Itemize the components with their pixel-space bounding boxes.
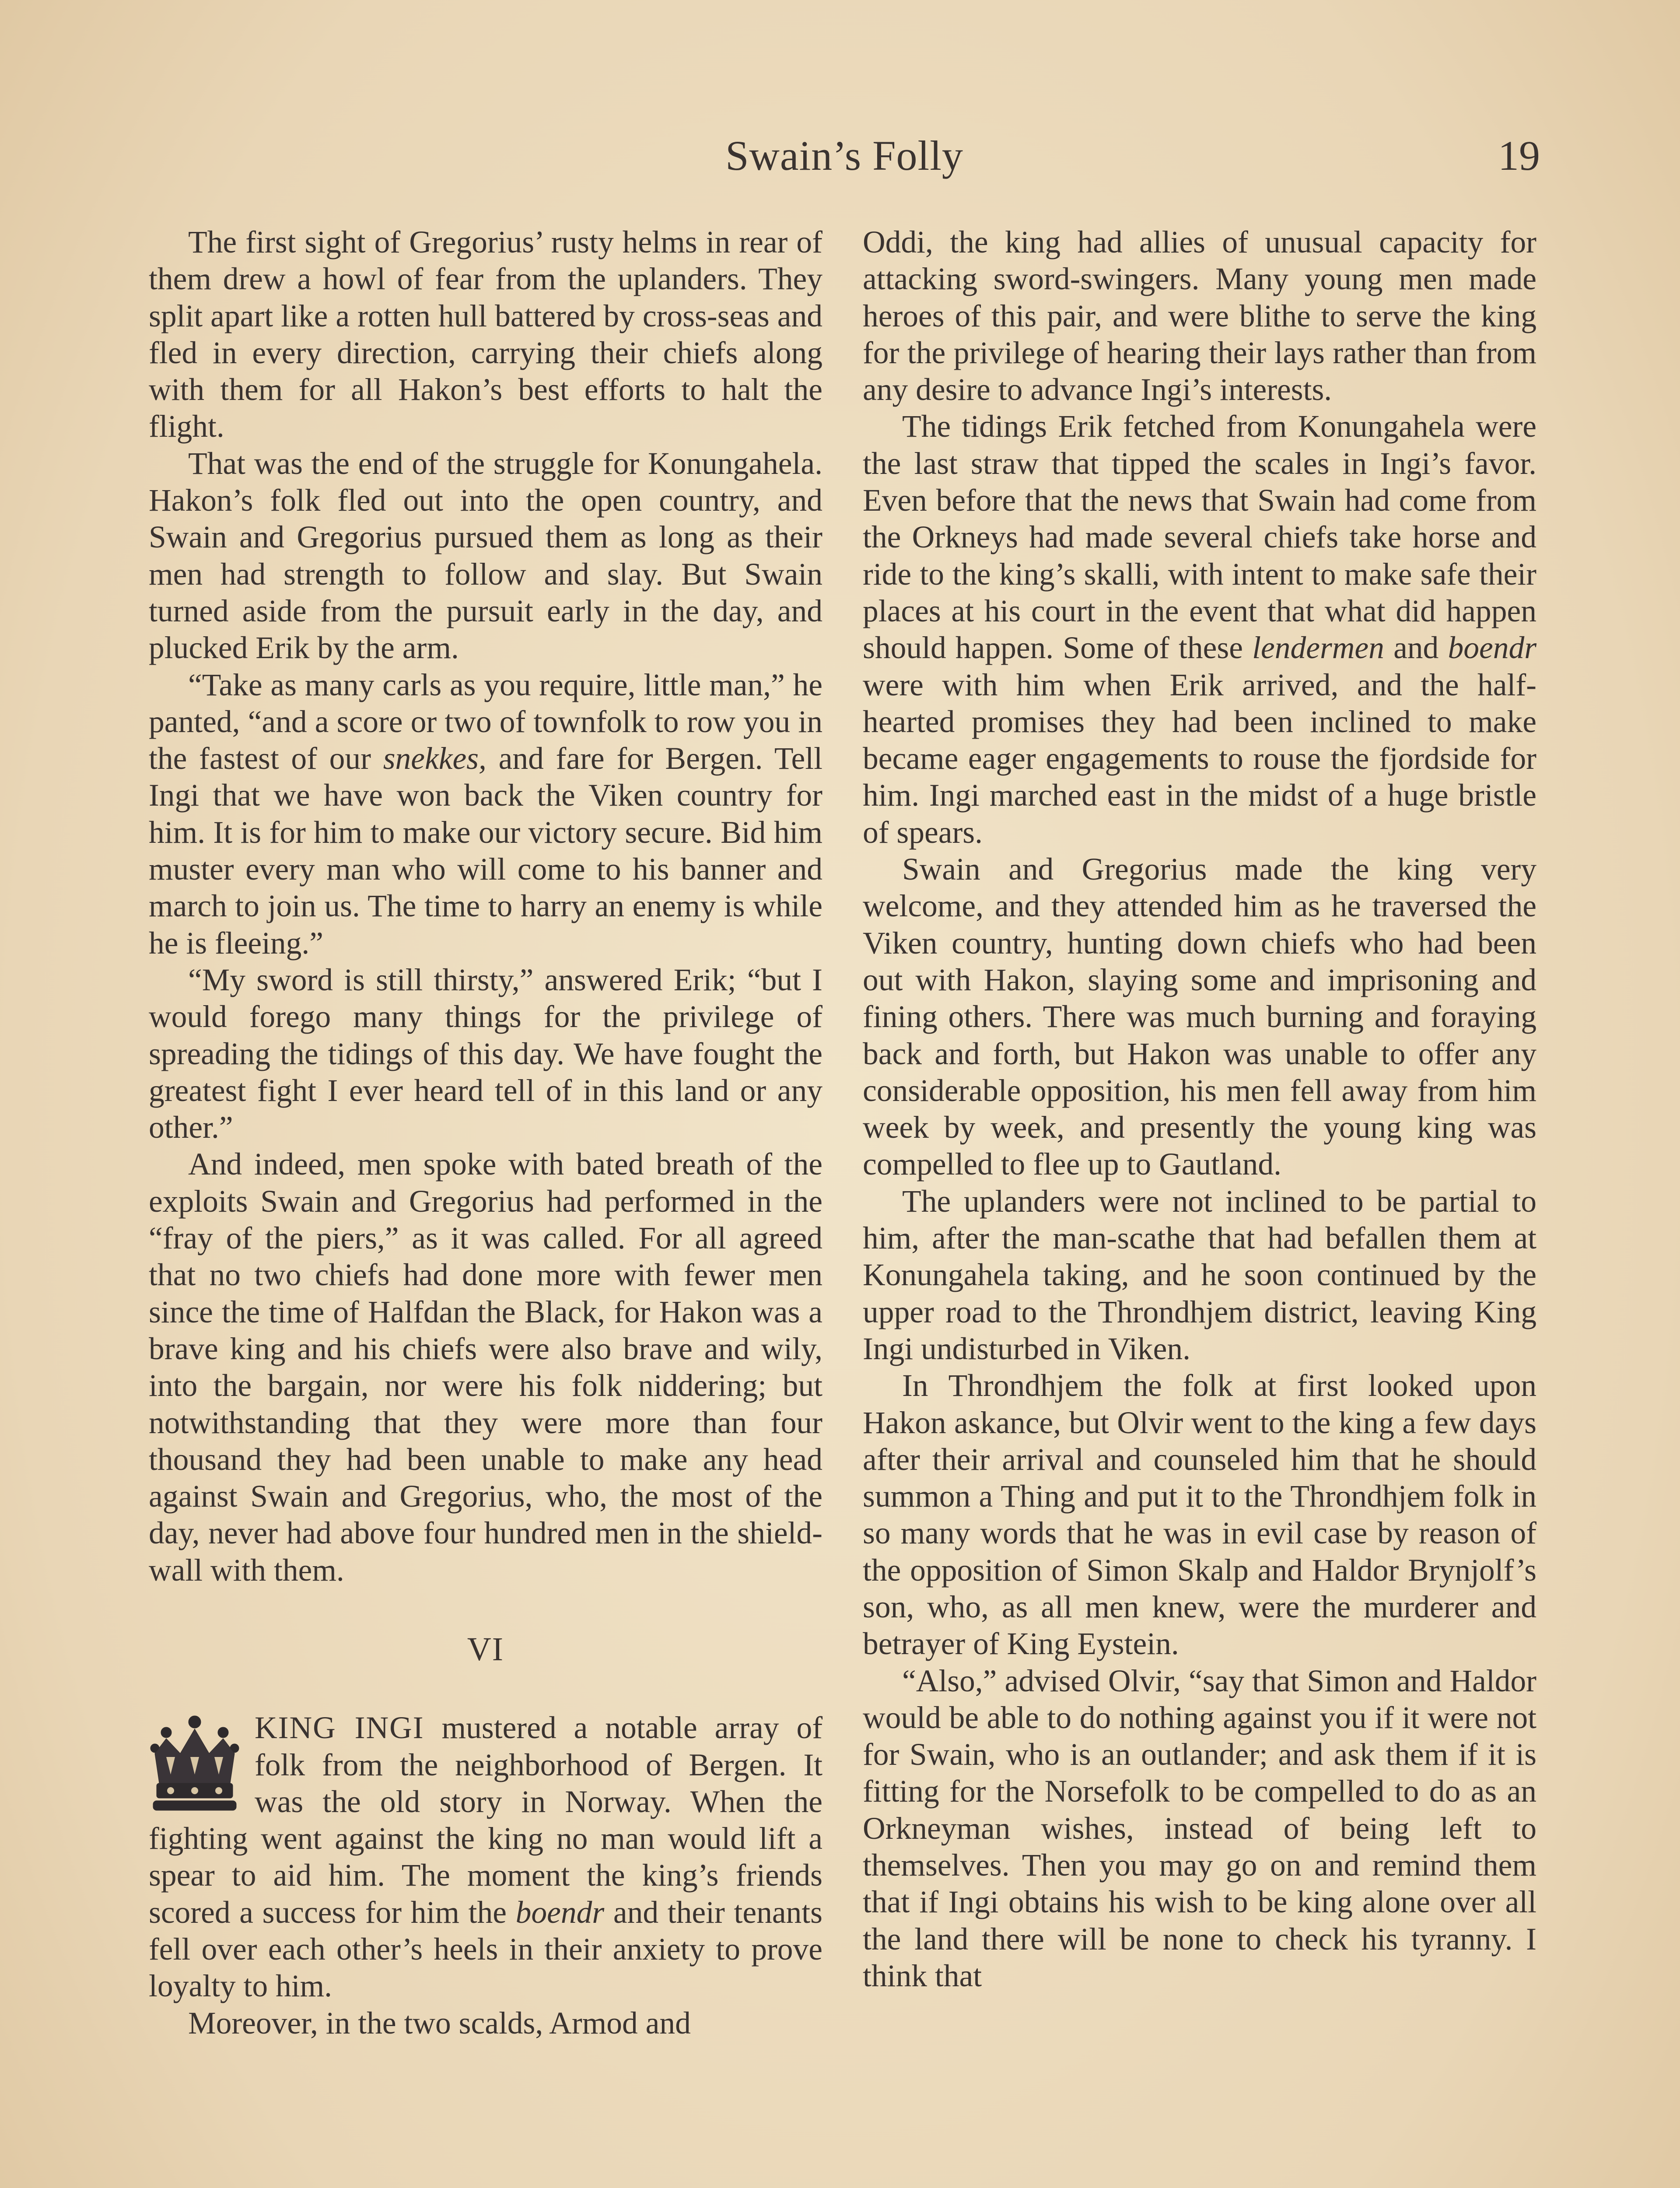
crown-icon — [149, 1713, 241, 1815]
paragraph: Oddi, the king had allies of unusual capacity for attacking sword-swingers. Many young men made heroes of this pair, and were blithe to serve the king for the privilege of hearing their lays rather than from any desire to advance Ingi’s interests. — [863, 225, 1536, 407]
italic-term: boendr — [1448, 631, 1537, 666]
section-heading: VI — [467, 1630, 504, 1668]
paragraph: Swain and Gregorius made the king very welcome, and they attended him as he traversed the Viken country, hunting down chiefs who had been out with Hakon, slaying some and imprisoning and fining others. There was much burning and foraying back and forth, but Hakon was unable to offer any considerable opposition, his men fell away from him week by week, and presently the young king was compelled to flee up to Gautland. — [863, 852, 1536, 1182]
paragraph: And indeed, men spoke with bated breath of the exploits Swain and Gregorius had performed in the “fray of the piers,” as it was called. For all agreed that no two chiefs had done more with fewer men since the time of Halfdan the Black, for Hakon was a brave king and his chiefs were also brave and wily, into the bargain, nor were his folk niddering; but notwithstanding that they were more than four thousand they had been unable to make any head against Swain and Gregorius, who, the most of the day, never had above four hundred men in the shield-wall with them. — [149, 1147, 822, 1588]
opening-caps: KING INGI — [255, 1711, 424, 1746]
paragraph-text: and their tenants fell over each other’s heels in their anxiety to prove loyalty to him. — [149, 1895, 822, 2004]
italic-term: lendermen — [1252, 631, 1384, 666]
paragraph: “My sword is still thirsty,” answered Erik; “but I would forego many things for the privilege of spreading the tidings of this day. We have fought the greatest fight I ever heard tell of in this land or any other.” — [149, 962, 822, 1145]
paragraph-text: and fare for Bergen. Tell Ingi that we have won back the Viken country for him. It is for him to make our victory secure. Bid him muster every man who will come to his banner and march to join us. The time to harry an enemy is while he is fleeing.” — [149, 741, 823, 961]
paragraph-text: “Take as many carls as you require, little man,” he panted, “and a score or two of townfolk to row you in the fastest of our — [149, 667, 822, 776]
paragraph: That was the end of the struggle for Konungahela. Hakon’s folk fled out into the open country, and Swain and Gregorius pursued them as long as their men had strength to follow and slay. But Swain turned aside from the pursuit early in the day, and plucked Erik by the arm. — [149, 446, 822, 666]
paragraph: Moreover, in the two scalds, Armod and — [188, 2006, 691, 2041]
right-column — [863, 224, 1536, 1995]
chapter-opening — [149, 1710, 822, 2005]
paragraph: The uplanders were not inclined to be partial to him, after the man-scathe that had befallen them at Konungahela taking, and he soon continued by the upper road to the Throndhjem district, leaving King Ingi undisturbed in Viken. — [863, 1184, 1536, 1366]
page-header — [149, 131, 1540, 188]
paragraph: In Throndhjem the folk at first looked upon Hakon askance, but Olvir went to the king a few days after their arrival and counseled him that he should summon a Thing and put it to the Throndhjem folk in so many words that he was in evil case by reason of the opposition of Simon Skalp and Haldor Brynjolf’s son, who, as all men knew, were the murderer and betrayer of King Eystein. — [863, 1368, 1536, 1662]
paragraph-text: mustered a notable array of folk from the neighborhood of Bergen. It was the old story in Norway. When the fighting went against the king no man would lift a spear to aid him. The moment the king’s friends scored a success for him the — [149, 1711, 822, 1930]
italic-term: snekkes, — [383, 741, 486, 776]
page-number: 19 — [1498, 132, 1540, 179]
left-column — [149, 224, 822, 2042]
paragraph: The first sight of Gregorius’ rusty helms in rear of them drew a howl of fear from the uplanders. They split apart like a rotten hull battered by cross-seas and fled in every direction, carrying their chiefs along with them for all Hakon’s best efforts to halt the flight. — [149, 225, 822, 444]
paragraph: “Also,” advised Olvir, “say that Simon and Haldor would be able to do nothing against you if it were not for Swain, who is an outlander; and ask them if it is fitting for the Norsefolk to be compelled to do as an Orkneyman wishes, instead of being left to themselves. Then you may go on and remind them that if Ingi obtains his wish to be king alone over all the land there will be none to check his tyranny. I think that — [863, 1663, 1536, 1993]
paragraph — [149, 667, 822, 962]
paragraph — [863, 408, 1536, 851]
paragraph-text: The tidings Erik fetched from Konungahela were the last straw that tipped the scales in Ingi’s favor. Even before that the news that Swain had come from the Orkneys had made several chiefs take horse and ride to the king’s skalli, with intent to make safe their places at his court in the event that what did happen should happen. Some of these — [863, 409, 1536, 666]
running-title: Swain’s Folly — [725, 132, 963, 179]
italic-term: boendr — [515, 1895, 605, 1930]
paragraph-text: and — [1393, 631, 1439, 666]
paragraph-text: were with him when Erik arrived, and the half-hearted promises they had been inclined to make became eager engagements to rouse the fjordside for him. Ingi marched east in the midst of a huge bristle of spears. — [863, 667, 1536, 850]
opening-paragraph — [149, 1710, 822, 2005]
